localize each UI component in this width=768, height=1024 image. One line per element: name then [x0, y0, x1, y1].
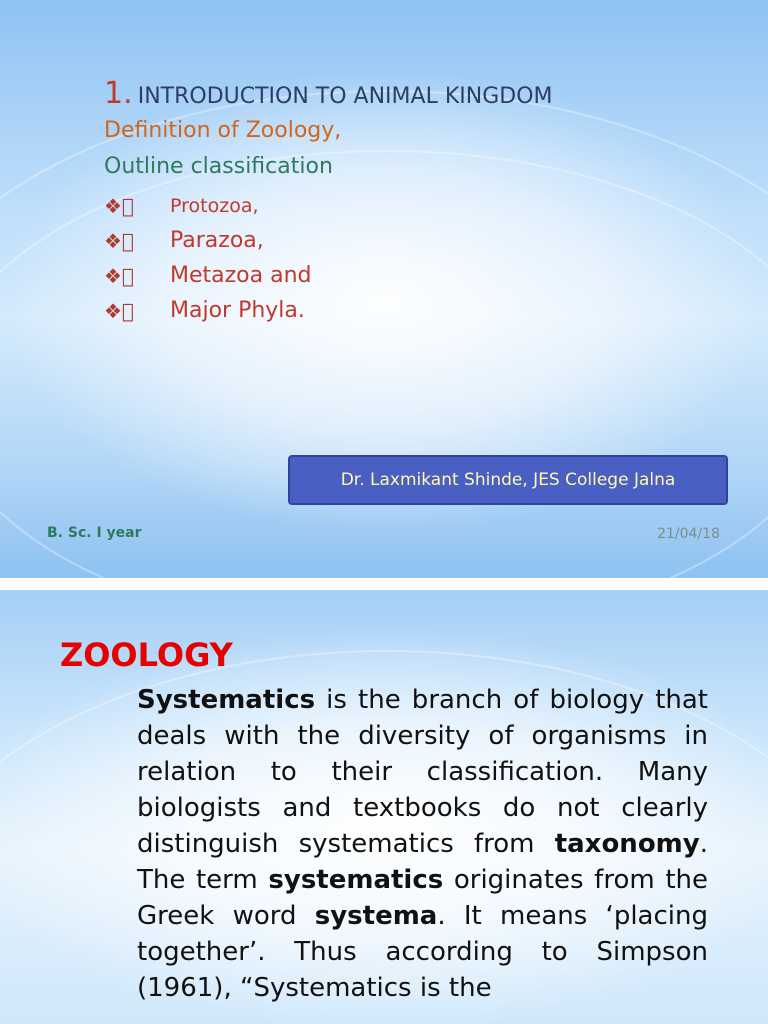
list-item	[104, 223, 312, 258]
paragraph-text: . It means ‘placing together’. Thus according to Simpson (1961), “Systematics is the	[137, 901, 708, 1003]
diamond-bullet-icon: ❖	[104, 193, 122, 218]
paragraph-text: . The term	[137, 829, 708, 895]
list-item	[104, 188, 312, 223]
list-item	[104, 293, 312, 328]
classification-list	[104, 188, 312, 328]
diamond-bullet-icon: ❖	[104, 263, 122, 288]
term-taxonomy: taxonomy	[554, 829, 700, 859]
list-item-label: Major Phyla.	[170, 298, 305, 323]
definition-line: Definition of Zoology,	[104, 118, 342, 143]
systematics-paragraph	[137, 682, 708, 1006]
footer-date: 21/04/18	[657, 526, 720, 542]
paragraph-text: originates from the Greek word	[137, 865, 708, 931]
paragraph-text: is the branch of biology that deals with the diversity of organisms in relation to their classification. Many biologists and textbooks do not clearly distinguish systematics from	[137, 685, 708, 859]
term-systematics: systematics	[268, 865, 444, 895]
diamond-bullet-icon: ❖	[104, 298, 122, 323]
term-systematics: Systematics	[137, 685, 316, 715]
slide-zoology	[0, 590, 768, 1024]
list-item-label: Parazoa,	[170, 228, 264, 253]
footer-course: B. Sc. I year	[47, 525, 142, 541]
author-box	[288, 455, 728, 505]
zoology-heading: ZOOLOGY	[60, 636, 233, 674]
term-systema: systema	[314, 901, 438, 931]
title-text: INTRODUCTION TO ANIMAL KINGDOM	[137, 84, 553, 109]
list-item-label: Protozoa,	[170, 194, 259, 217]
diamond-bullet-icon: ❖	[104, 228, 122, 253]
list-item	[104, 258, 312, 293]
title-number: 1.	[104, 76, 133, 111]
list-item-label: Metazoa and	[170, 263, 312, 288]
outline-line: Outline classification	[104, 154, 333, 179]
slide-title-heading	[104, 76, 553, 111]
author-text: Dr. Laxmikant Shinde, JES College Jalna	[340, 470, 676, 490]
